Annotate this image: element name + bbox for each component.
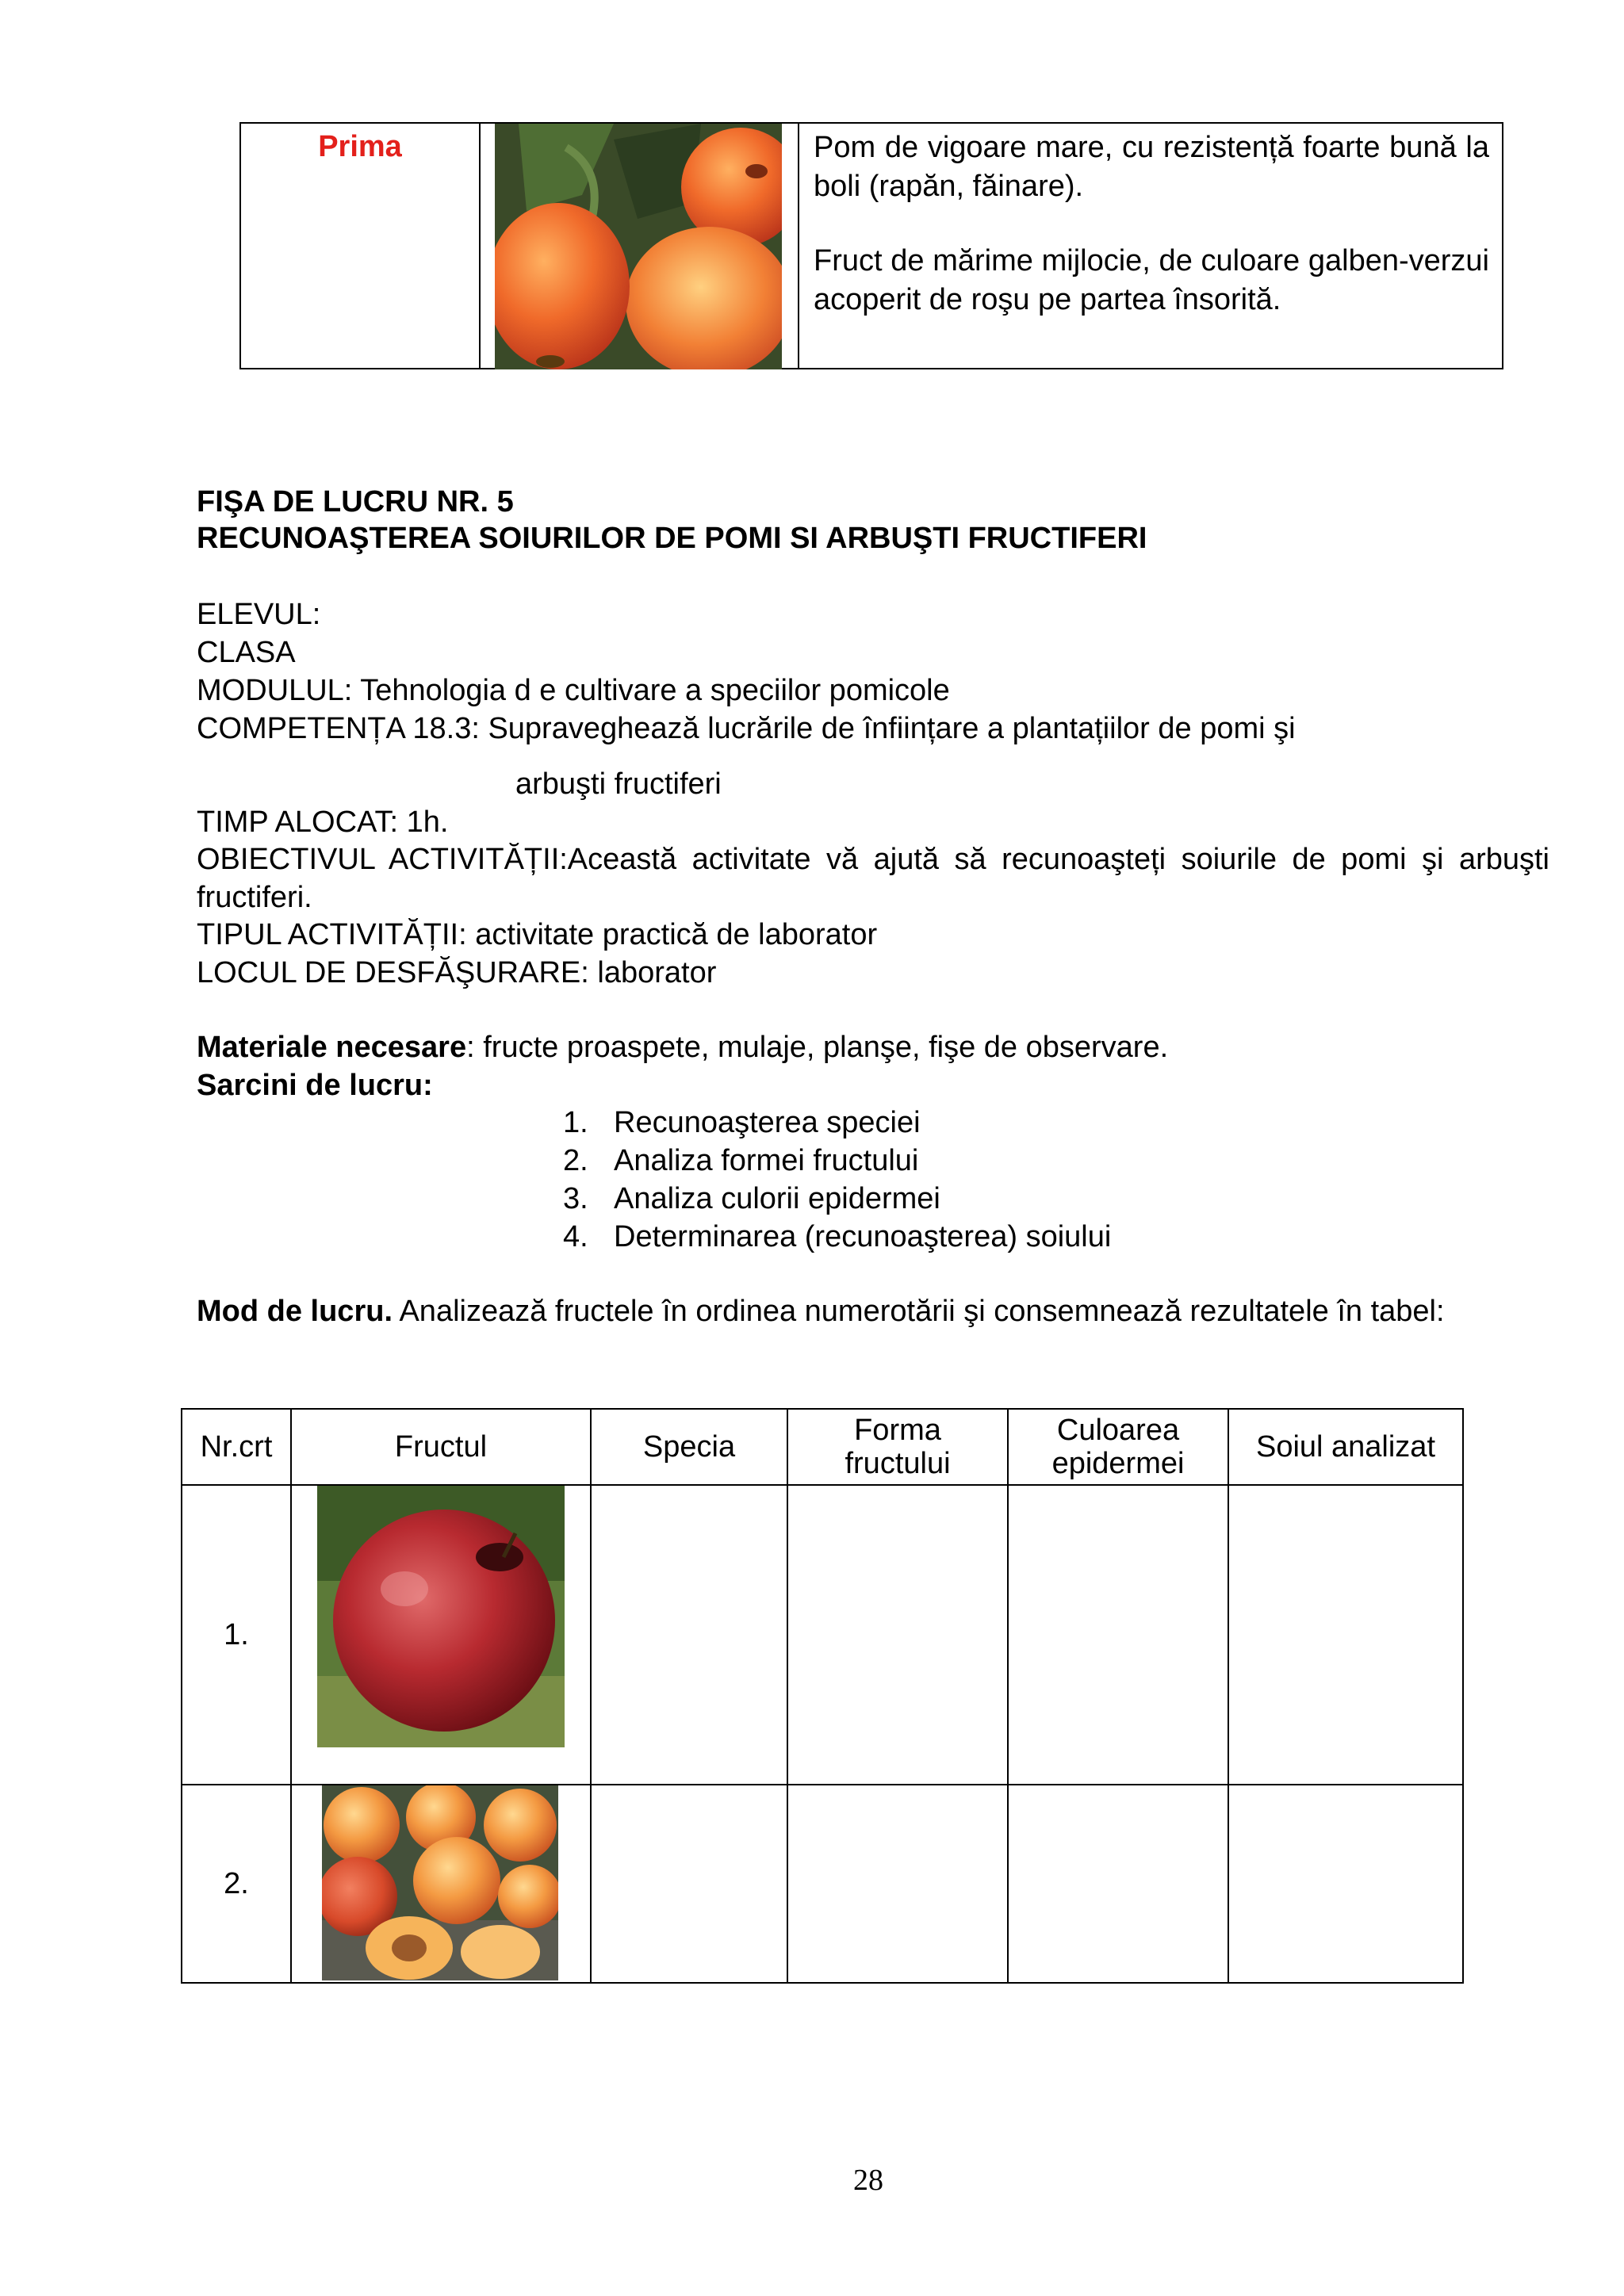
soiul-cell[interactable] (1228, 1485, 1463, 1785)
mod-de-lucru-label: Mod de lucru. (197, 1295, 393, 1328)
task-text: Recunoaşterea speciei (614, 1106, 921, 1139)
header-culoarea-line1: Culoarea (1056, 1414, 1180, 1447)
task-text: Analiza culorii epidermei (614, 1182, 940, 1215)
obiectivul-paragraph: OBIECTIVUL ACTIVITĂȚII:Această activitate vă ajută să recunoaşteți soiurile de pomi şi arbuşti fructiferi. (197, 843, 1549, 914)
page-number: 28 (853, 2164, 883, 2197)
clasa-line: CLASA (197, 636, 296, 669)
forma-cell[interactable] (787, 1785, 1008, 1983)
row-number: 1. (182, 1485, 291, 1785)
variety-table (239, 122, 1503, 369)
task-number: 3. (563, 1182, 588, 1215)
header-soiul: Soiul analizat (1228, 1409, 1463, 1485)
table-row (182, 1485, 1463, 1785)
mod-de-lucru-text: Analizează fructele în ordinea numerotării şi consemnează rezultatele în tabel: (393, 1295, 1445, 1328)
culoarea-cell[interactable] (1008, 1485, 1228, 1785)
forma-cell[interactable] (787, 1485, 1008, 1785)
fruit-photo-cell (291, 1785, 591, 1983)
specia-cell[interactable] (591, 1785, 787, 1983)
tipul-activitatii-line: TIPUL ACTIVITĂȚII: activitate practică de laborator (197, 918, 878, 951)
competenta-line: COMPETENȚA 18.3: Supraveghează lucrările de înființare a plantațiilor de pomi şi (197, 712, 1296, 745)
task-number: 4. (563, 1220, 588, 1253)
table-row (182, 1785, 1463, 1983)
task-item (563, 1218, 1111, 1256)
elevul-line: ELEVUL: (197, 598, 321, 631)
worksheet-title: FIŞA DE LUCRU NR. 5 (197, 485, 514, 519)
header-forma-line2: fructului (845, 1447, 951, 1480)
materiale-text: : fructe proaspete, mulaje, planşe, fişe de observare. (466, 1031, 1169, 1064)
variety-description (799, 123, 1503, 369)
task-item (563, 1180, 1111, 1218)
variety-photo-cell (480, 123, 799, 369)
specia-cell[interactable] (591, 1485, 787, 1785)
worksheet-subtitle: RECUNOAŞTEREA SOIURILOR DE POMI SI ARBUŞTI FRUCTIFERI (197, 522, 1147, 555)
sarcini-label: Sarcini de lucru: (197, 1069, 433, 1102)
variety-name: Prima (240, 123, 480, 369)
soiul-cell[interactable] (1228, 1785, 1463, 1983)
apricots-photo (322, 1785, 558, 1980)
header-forma-line1: Forma (854, 1414, 941, 1447)
task-number: 2. (563, 1144, 588, 1177)
task-list (563, 1104, 1111, 1256)
competenta-line-continued: arbuşti fructiferi (515, 767, 722, 801)
red-apple-photo (317, 1486, 565, 1747)
fruit-photo-cell (291, 1485, 591, 1785)
apple-variety-photo (495, 124, 782, 369)
header-fructul: Fructul (291, 1409, 591, 1485)
header-nr: Nr.crt (182, 1409, 291, 1485)
results-table-header (182, 1409, 1463, 1485)
locul-line: LOCUL DE DESFĂŞURARE: laborator (197, 956, 717, 989)
task-number: 1. (563, 1106, 588, 1139)
materiale-label: Materiale necesare (197, 1031, 467, 1064)
task-text: Determinarea (recunoaşterea) soiului (614, 1220, 1112, 1253)
results-table (181, 1408, 1464, 1984)
modulul-line: MODULUL: Tehnologia d e cultivare a speciilor pomicole (197, 674, 950, 707)
header-culoarea (1008, 1409, 1228, 1485)
variety-description-1: Pom de vigoare mare, cu rezistență foarte bună la boli (rapăn, făinare). (814, 131, 1489, 203)
header-forma (787, 1409, 1008, 1485)
timp-alocat-line: TIMP ALOCAT: 1h. (197, 806, 449, 839)
header-culoarea-line2: epidermei (1051, 1447, 1185, 1480)
mod-de-lucru-paragraph (197, 1292, 1549, 1330)
materiale-line (197, 1031, 1168, 1065)
task-text: Analiza formei fructului (614, 1144, 919, 1177)
row-number: 2. (182, 1785, 291, 1983)
task-item (563, 1142, 1111, 1180)
culoarea-cell[interactable] (1008, 1785, 1228, 1983)
variety-description-2: Fruct de mărime mijlocie, de culoare galben-verzui acoperit de roşu pe partea însorită. (814, 244, 1489, 316)
header-specia: Specia (591, 1409, 787, 1485)
task-item (563, 1104, 1111, 1142)
